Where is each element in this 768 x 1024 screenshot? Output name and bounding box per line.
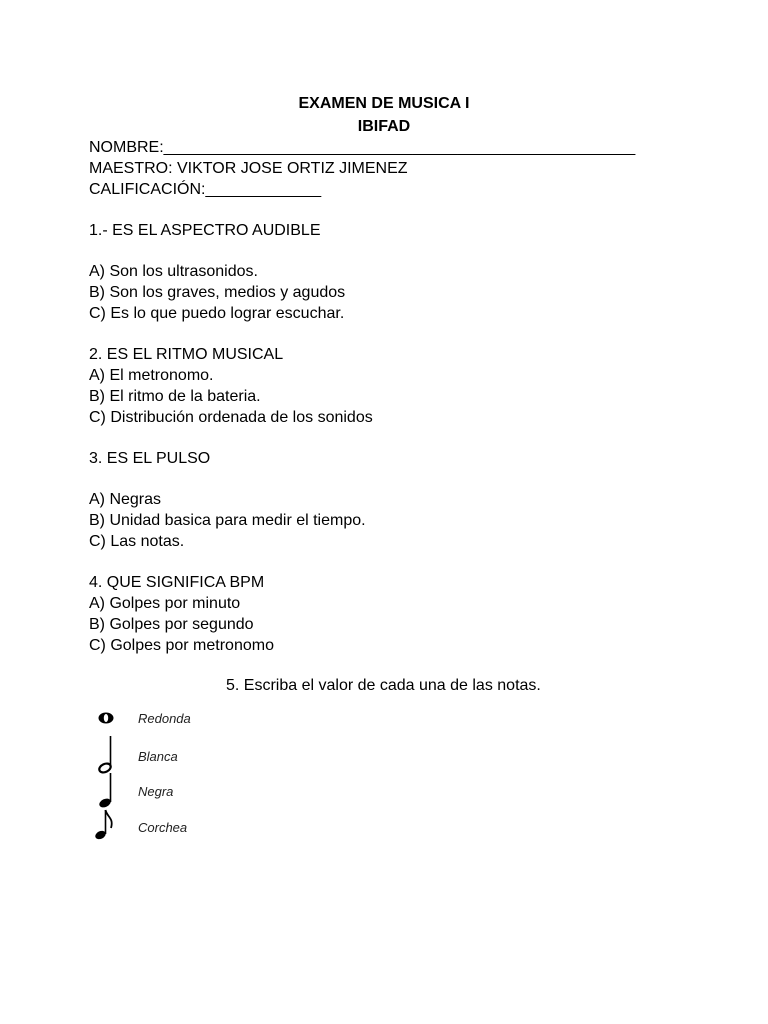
question-5-prompt: 5. Escriba el valor de cada una de las notas.	[226, 677, 541, 694]
note-label-redonda: Redonda	[138, 711, 191, 726]
exam-title: EXAMEN DE MUSICA I	[298, 95, 470, 112]
question-2-option-a: A) El metronomo.	[89, 367, 214, 384]
maestro-line: MAESTRO: VIKTOR JOSE ORTIZ JIMENEZ	[89, 160, 408, 177]
question-3-option-c: C) Las notas.	[89, 533, 185, 550]
note-label-corchea: Corchea	[138, 820, 188, 835]
eighth-note-icon	[90, 808, 120, 846]
question-3-option-b: B) Unidad basica para medir el tiempo.	[89, 512, 366, 529]
note-label-blanca: Blanca	[138, 749, 178, 764]
note-label-negra: Negra	[138, 784, 174, 799]
question-1-option-a: A) Son los ultrasonidos.	[89, 263, 258, 280]
exam-subtitle: IBIFAD	[357, 118, 411, 135]
nombre-line: NOMBRE:_____________________________________________________	[89, 139, 636, 156]
question-1-option-b: B) Son los graves, medios y agudos	[89, 284, 346, 301]
half-note-icon	[90, 734, 120, 776]
calificacion-line: CALIFICACIÓN:_____________	[89, 181, 322, 198]
question-2-option-c: C) Distribución ordenada de los sonidos	[89, 409, 373, 426]
question-4-option-b: B) Golpes por segundo	[89, 616, 254, 633]
question-1-prompt: 1.- ES EL ASPECTRO AUDIBLE	[89, 222, 321, 239]
quarter-note-icon	[90, 772, 120, 812]
question-3-option-a: A) Negras	[89, 491, 162, 508]
whole-note-icon	[90, 706, 120, 732]
question-4-prompt: 4. QUE SIGNIFICA BPM	[89, 574, 265, 591]
question-2-prompt: 2. ES EL RITMO MUSICAL	[89, 346, 284, 363]
question-3-prompt: 3. ES EL PULSO	[89, 450, 211, 467]
question-4-option-a: A) Golpes por minuto	[89, 595, 241, 612]
question-1-option-c: C) Es lo que puedo lograr escuchar.	[89, 305, 345, 322]
question-4-option-c: C) Golpes por metronomo	[89, 637, 274, 654]
question-2-option-b: B) El ritmo de la bateria.	[89, 388, 261, 405]
